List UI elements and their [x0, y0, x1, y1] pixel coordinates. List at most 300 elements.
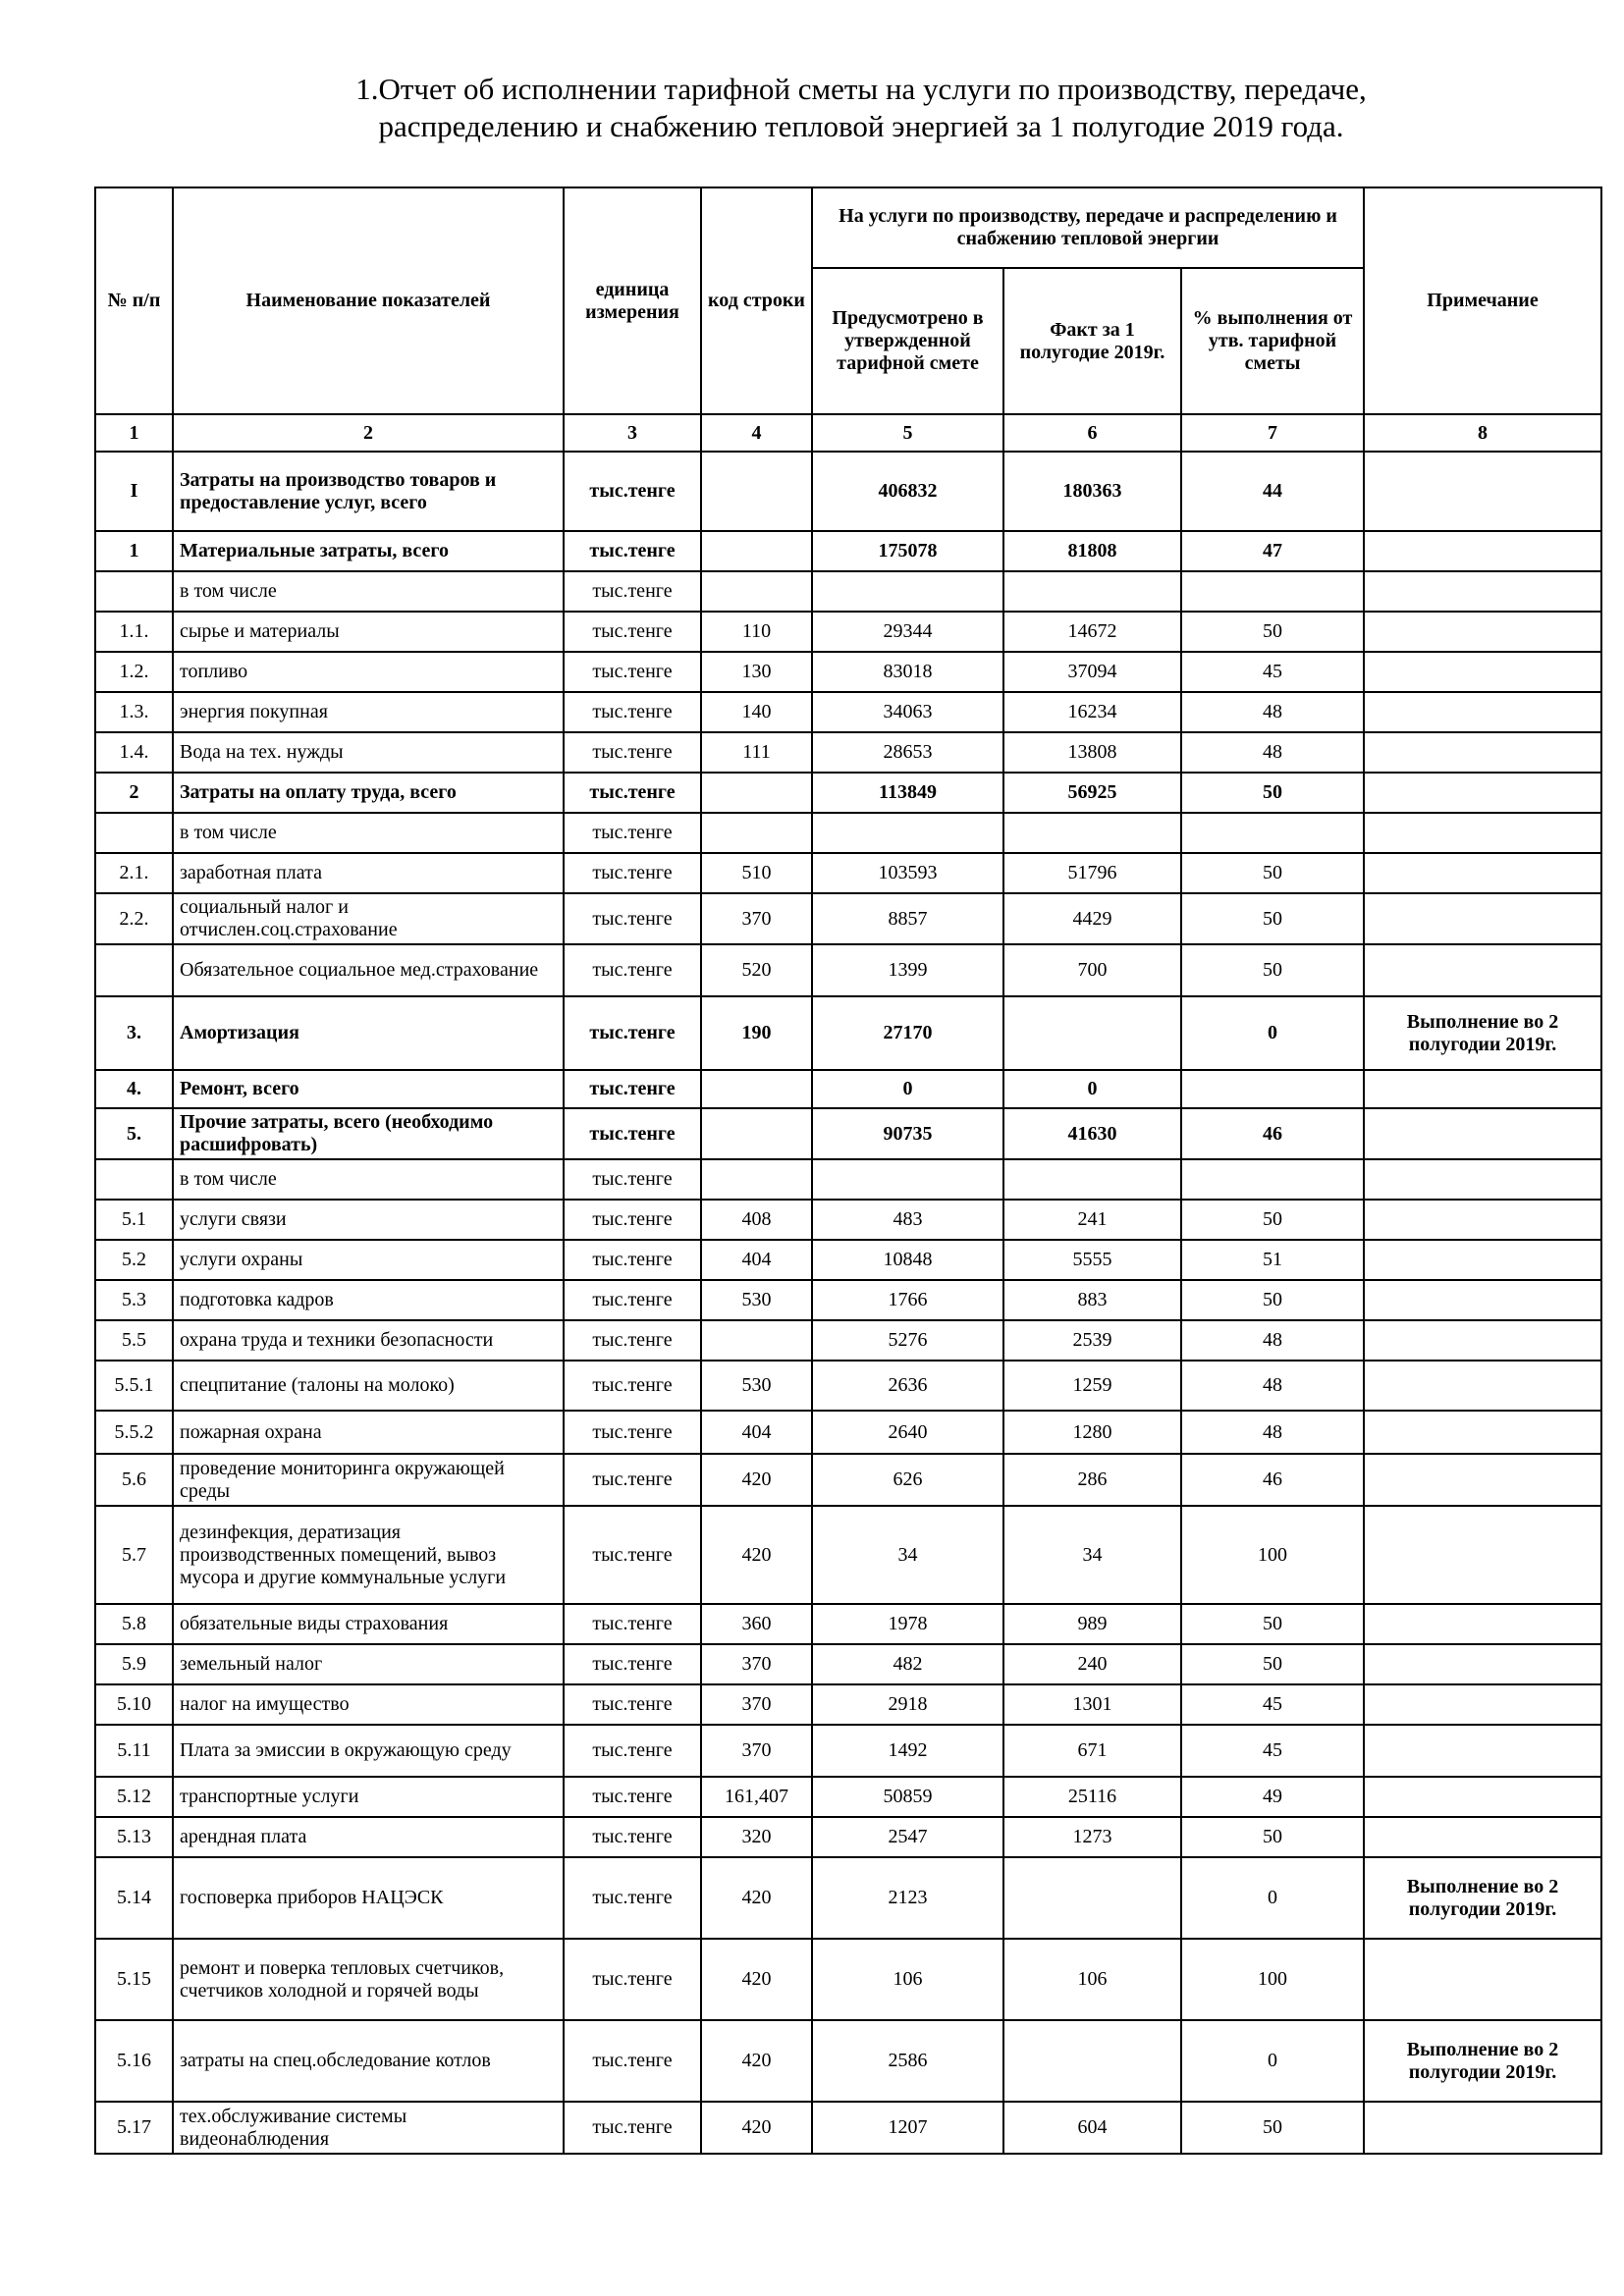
row-percent-value: 48	[1181, 692, 1364, 732]
row-percent-value: 100	[1181, 1506, 1364, 1604]
header-index: 4	[701, 414, 812, 452]
row-code: 420	[701, 1857, 812, 1939]
table-row	[95, 692, 1601, 732]
row-fact-value: 25116	[1003, 1777, 1181, 1817]
row-percent-value: 50	[1181, 612, 1364, 652]
row-planned-value: 2636	[812, 1361, 1003, 1411]
row-note: Выполнение во 2 полугодии 2019г.	[1364, 2020, 1601, 2102]
row-indicator-name: Прочие затраты, всего (необходимо расшифровать)	[173, 1108, 564, 1159]
row-number: 2.2.	[95, 893, 173, 944]
row-planned-value	[812, 1159, 1003, 1200]
row-indicator-name: в том числе	[173, 1159, 564, 1200]
row-note	[1364, 652, 1601, 692]
row-number: 5.13	[95, 1817, 173, 1857]
row-percent-value: 45	[1181, 1684, 1364, 1725]
row-note	[1364, 1361, 1601, 1411]
row-unit: тыс.тенге	[564, 531, 701, 571]
row-note	[1364, 1070, 1601, 1108]
table-row	[95, 1070, 1601, 1108]
row-fact-value: 241	[1003, 1200, 1181, 1240]
row-note	[1364, 1725, 1601, 1777]
table-body	[95, 452, 1601, 2154]
report-title-line-1: 1.Отчет об исполнении тарифной сметы на услуги по производству, передаче,	[355, 72, 1367, 106]
row-fact-value: 16234	[1003, 692, 1181, 732]
row-note	[1364, 1280, 1601, 1320]
row-percent-value: 45	[1181, 1725, 1364, 1777]
row-note	[1364, 1240, 1601, 1280]
row-planned-value: 90735	[812, 1108, 1003, 1159]
row-number: 1.3.	[95, 692, 173, 732]
row-number: 5.10	[95, 1684, 173, 1725]
row-unit: тыс.тенге	[564, 996, 701, 1070]
row-number: 5.7	[95, 1506, 173, 1604]
row-unit: тыс.тенге	[564, 944, 701, 996]
row-fact-value: 2539	[1003, 1320, 1181, 1361]
row-indicator-name: ремонт и поверка тепловых счетчиков, счетчиков холодной и горячей воды	[173, 1939, 564, 2020]
row-indicator-name: в том числе	[173, 571, 564, 612]
row-planned-value: 34	[812, 1506, 1003, 1604]
row-code: 404	[701, 1411, 812, 1454]
row-note	[1364, 1684, 1601, 1725]
row-note	[1364, 2102, 1601, 2154]
row-fact-value	[1003, 1159, 1181, 1200]
row-percent-value: 44	[1181, 452, 1364, 531]
row-number: 5.1	[95, 1200, 173, 1240]
row-fact-value	[1003, 571, 1181, 612]
row-unit: тыс.тенге	[564, 571, 701, 612]
header-unit: единица измерения	[564, 187, 701, 414]
table-row	[95, 1361, 1601, 1411]
row-planned-value: 1978	[812, 1604, 1003, 1644]
row-number: 4.	[95, 1070, 173, 1108]
row-code: 370	[701, 1684, 812, 1725]
row-code: 370	[701, 893, 812, 944]
row-planned-value: 482	[812, 1644, 1003, 1684]
row-planned-value: 106	[812, 1939, 1003, 2020]
row-percent-value: 50	[1181, 1200, 1364, 1240]
report-title-line-2: распределению и снабжению тепловой энергией за 1 полугодие 2019 года.	[378, 109, 1344, 143]
row-number: 5.5.2	[95, 1411, 173, 1454]
row-number: 5.6	[95, 1454, 173, 1506]
row-percent-value: 100	[1181, 1939, 1364, 2020]
row-planned-value: 28653	[812, 732, 1003, 773]
row-planned-value	[812, 813, 1003, 853]
table-row	[95, 1108, 1601, 1159]
row-percent-value: 50	[1181, 1280, 1364, 1320]
header-num: № п/п	[95, 187, 173, 414]
row-percent-value	[1181, 1159, 1364, 1200]
table-row	[95, 531, 1601, 571]
row-code: 420	[701, 2020, 812, 2102]
row-indicator-name: налог на имущество	[173, 1684, 564, 1725]
row-percent-value: 50	[1181, 773, 1364, 813]
table-row	[95, 1777, 1601, 1817]
row-percent-value	[1181, 571, 1364, 612]
row-planned-value: 0	[812, 1070, 1003, 1108]
row-code	[701, 1070, 812, 1108]
row-indicator-name: заработная плата	[173, 853, 564, 893]
row-fact-value	[1003, 996, 1181, 1070]
table-row	[95, 2102, 1601, 2154]
row-indicator-name: спецпитание (талоны на молоко)	[173, 1361, 564, 1411]
row-unit: тыс.тенге	[564, 1684, 701, 1725]
row-indicator-name: обязательные виды страхования	[173, 1604, 564, 1644]
row-indicator-name: тех.обслуживание системы видеонаблюдения	[173, 2102, 564, 2154]
row-code	[701, 813, 812, 853]
row-indicator-name: сырье и материалы	[173, 612, 564, 652]
row-number: 5.14	[95, 1857, 173, 1939]
row-unit: тыс.тенге	[564, 732, 701, 773]
row-number: 5.17	[95, 2102, 173, 2154]
row-note	[1364, 1159, 1601, 1200]
table-row	[95, 1454, 1601, 1506]
row-note	[1364, 1320, 1601, 1361]
row-planned-value: 1766	[812, 1280, 1003, 1320]
row-note	[1364, 853, 1601, 893]
table-row	[95, 944, 1601, 996]
header-index: 2	[173, 414, 564, 452]
row-percent-value: 50	[1181, 893, 1364, 944]
row-number: 5.2	[95, 1240, 173, 1280]
row-number	[95, 813, 173, 853]
table-row	[95, 571, 1601, 612]
row-indicator-name: транспортные услуги	[173, 1777, 564, 1817]
row-note	[1364, 1644, 1601, 1684]
row-fact-value: 13808	[1003, 732, 1181, 773]
row-fact-value: 34	[1003, 1506, 1181, 1604]
row-unit: тыс.тенге	[564, 1857, 701, 1939]
row-indicator-name: Амортизация	[173, 996, 564, 1070]
header-percent: % выполнения от утв. тарифной сметы	[1181, 268, 1364, 414]
row-indicator-name: затраты на спец.обследование котлов	[173, 2020, 564, 2102]
row-code: 530	[701, 1280, 812, 1320]
row-unit: тыс.тенге	[564, 1454, 701, 1506]
row-indicator-name: социальный налог и отчислен.соц.страхование	[173, 893, 564, 944]
row-code: 510	[701, 853, 812, 893]
table-row	[95, 652, 1601, 692]
table-row	[95, 813, 1601, 853]
row-code	[701, 1108, 812, 1159]
row-indicator-name: Затраты на производство товаров и предоставление услуг, всего	[173, 452, 564, 531]
header-group: На услуги по производству, передаче и распределению и снабжению тепловой энергии	[812, 187, 1364, 268]
table-row	[95, 1200, 1601, 1240]
row-indicator-name: Вода на тех. нужды	[173, 732, 564, 773]
row-note	[1364, 452, 1601, 531]
row-number: 3.	[95, 996, 173, 1070]
row-number: 2	[95, 773, 173, 813]
row-note	[1364, 1506, 1601, 1604]
row-fact-value: 56925	[1003, 773, 1181, 813]
row-note	[1364, 571, 1601, 612]
row-planned-value: 2640	[812, 1411, 1003, 1454]
row-code: 408	[701, 1200, 812, 1240]
row-planned-value: 626	[812, 1454, 1003, 1506]
row-code	[701, 773, 812, 813]
row-number: 1.2.	[95, 652, 173, 692]
row-unit: тыс.тенге	[564, 452, 701, 531]
row-code: 370	[701, 1644, 812, 1684]
row-unit: тыс.тенге	[564, 813, 701, 853]
header-name: Наименование показателей	[173, 187, 564, 414]
row-unit: тыс.тенге	[564, 1777, 701, 1817]
row-code: 111	[701, 732, 812, 773]
row-number: 1.1.	[95, 612, 173, 652]
row-indicator-name: услуги охраны	[173, 1240, 564, 1280]
row-note	[1364, 1604, 1601, 1644]
row-number: 5.8	[95, 1604, 173, 1644]
row-fact-value: 604	[1003, 2102, 1181, 2154]
row-note	[1364, 1939, 1601, 2020]
table-row	[95, 996, 1601, 1070]
row-unit: тыс.тенге	[564, 1240, 701, 1280]
row-note	[1364, 893, 1601, 944]
header-fact: Факт за 1 полугодие 2019г.	[1003, 268, 1181, 414]
tariff-report-table	[94, 187, 1602, 2155]
header-planned: Предусмотрено в утвержденной тарифной смете	[812, 268, 1003, 414]
row-indicator-name: Обязательное социальное мед.страхование	[173, 944, 564, 996]
row-fact-value: 240	[1003, 1644, 1181, 1684]
row-unit: тыс.тенге	[564, 1725, 701, 1777]
row-code: 420	[701, 1939, 812, 2020]
row-number: 5.	[95, 1108, 173, 1159]
row-indicator-name: подготовка кадров	[173, 1280, 564, 1320]
row-number: 1.4.	[95, 732, 173, 773]
row-unit: тыс.тенге	[564, 1320, 701, 1361]
row-indicator-name: пожарная охрана	[173, 1411, 564, 1454]
row-percent-value: 48	[1181, 1411, 1364, 1454]
row-unit: тыс.тенге	[564, 652, 701, 692]
row-unit: тыс.тенге	[564, 1361, 701, 1411]
row-indicator-name: Материальные затраты, всего	[173, 531, 564, 571]
row-number: 5.11	[95, 1725, 173, 1777]
row-fact-value: 41630	[1003, 1108, 1181, 1159]
row-unit: тыс.тенге	[564, 1604, 701, 1644]
table-row	[95, 1604, 1601, 1644]
table-row	[95, 1857, 1601, 1939]
row-planned-value: 34063	[812, 692, 1003, 732]
table-row	[95, 1411, 1601, 1454]
row-percent-value: 50	[1181, 1604, 1364, 1644]
row-fact-value: 5555	[1003, 1240, 1181, 1280]
row-planned-value: 2123	[812, 1857, 1003, 1939]
header-index: 5	[812, 414, 1003, 452]
row-fact-value	[1003, 2020, 1181, 2102]
row-percent-value: 50	[1181, 853, 1364, 893]
row-fact-value: 1259	[1003, 1361, 1181, 1411]
row-fact-value: 180363	[1003, 452, 1181, 531]
row-number: 1	[95, 531, 173, 571]
row-planned-value: 50859	[812, 1777, 1003, 1817]
row-note	[1364, 692, 1601, 732]
row-number: 5.5	[95, 1320, 173, 1361]
row-unit: тыс.тенге	[564, 853, 701, 893]
row-fact-value: 1273	[1003, 1817, 1181, 1857]
row-unit: тыс.тенге	[564, 773, 701, 813]
row-note	[1364, 1411, 1601, 1454]
row-unit: тыс.тенге	[564, 1108, 701, 1159]
row-fact-value: 51796	[1003, 853, 1181, 893]
table-row	[95, 773, 1601, 813]
row-note	[1364, 1817, 1601, 1857]
table-row	[95, 1939, 1601, 2020]
row-percent-value: 48	[1181, 732, 1364, 773]
row-code: 420	[701, 1454, 812, 1506]
row-percent-value: 51	[1181, 1240, 1364, 1280]
row-code: 420	[701, 1506, 812, 1604]
row-percent-value: 50	[1181, 1817, 1364, 1857]
row-fact-value: 1301	[1003, 1684, 1181, 1725]
row-code: 190	[701, 996, 812, 1070]
row-percent-value: 47	[1181, 531, 1364, 571]
row-fact-value: 0	[1003, 1070, 1181, 1108]
row-number	[95, 944, 173, 996]
row-number: 5.16	[95, 2020, 173, 2102]
row-percent-value: 0	[1181, 2020, 1364, 2102]
row-indicator-name: Ремонт, всего	[173, 1070, 564, 1108]
row-code	[701, 452, 812, 531]
row-number: 5.9	[95, 1644, 173, 1684]
row-code: 530	[701, 1361, 812, 1411]
row-planned-value: 1399	[812, 944, 1003, 996]
row-fact-value: 106	[1003, 1939, 1181, 2020]
row-fact-value: 1280	[1003, 1411, 1181, 1454]
row-percent-value: 46	[1181, 1108, 1364, 1159]
table-row	[95, 452, 1601, 531]
row-note	[1364, 732, 1601, 773]
row-planned-value: 8857	[812, 893, 1003, 944]
row-unit: тыс.тенге	[564, 1159, 701, 1200]
row-fact-value	[1003, 1857, 1181, 1939]
table-row	[95, 1725, 1601, 1777]
row-fact-value: 286	[1003, 1454, 1181, 1506]
table-row	[95, 1817, 1601, 1857]
header-index: 3	[564, 414, 701, 452]
row-note	[1364, 1777, 1601, 1817]
row-code: 404	[701, 1240, 812, 1280]
header-index: 1	[95, 414, 173, 452]
row-code: 140	[701, 692, 812, 732]
row-planned-value: 5276	[812, 1320, 1003, 1361]
row-planned-value: 27170	[812, 996, 1003, 1070]
row-planned-value: 83018	[812, 652, 1003, 692]
row-fact-value: 989	[1003, 1604, 1181, 1644]
row-planned-value: 2918	[812, 1684, 1003, 1725]
row-fact-value	[1003, 813, 1181, 853]
header-index: 7	[1181, 414, 1364, 452]
row-percent-value: 0	[1181, 996, 1364, 1070]
row-percent-value: 50	[1181, 2102, 1364, 2154]
row-percent-value: 46	[1181, 1454, 1364, 1506]
row-indicator-name: госповерка приборов НАЦЭСК	[173, 1857, 564, 1939]
row-unit: тыс.тенге	[564, 1939, 701, 2020]
row-unit: тыс.тенге	[564, 1070, 701, 1108]
row-unit: тыс.тенге	[564, 1506, 701, 1604]
row-fact-value: 671	[1003, 1725, 1181, 1777]
row-unit: тыс.тенге	[564, 2102, 701, 2154]
table-row	[95, 1159, 1601, 1200]
row-note	[1364, 773, 1601, 813]
row-number	[95, 571, 173, 612]
row-percent-value	[1181, 813, 1364, 853]
row-fact-value: 81808	[1003, 531, 1181, 571]
table-row	[95, 1280, 1601, 1320]
row-code	[701, 531, 812, 571]
header-code: код строки	[701, 187, 812, 414]
header-note: Примечание	[1364, 187, 1601, 414]
row-percent-value: 48	[1181, 1320, 1364, 1361]
row-code	[701, 571, 812, 612]
row-planned-value	[812, 571, 1003, 612]
row-unit: тыс.тенге	[564, 612, 701, 652]
table-row	[95, 1320, 1601, 1361]
row-note	[1364, 944, 1601, 996]
row-planned-value: 1492	[812, 1725, 1003, 1777]
row-number: 5.12	[95, 1777, 173, 1817]
row-unit: тыс.тенге	[564, 1411, 701, 1454]
row-indicator-name: топливо	[173, 652, 564, 692]
row-fact-value: 4429	[1003, 893, 1181, 944]
row-unit: тыс.тенге	[564, 1817, 701, 1857]
row-unit: тыс.тенге	[564, 893, 701, 944]
row-percent-value: 50	[1181, 944, 1364, 996]
row-number: 5.3	[95, 1280, 173, 1320]
header-index: 8	[1364, 414, 1601, 452]
row-fact-value: 883	[1003, 1280, 1181, 1320]
row-planned-value: 1207	[812, 2102, 1003, 2154]
row-unit: тыс.тенге	[564, 1200, 701, 1240]
row-code: 130	[701, 652, 812, 692]
row-planned-value: 10848	[812, 1240, 1003, 1280]
row-number: 5.15	[95, 1939, 173, 2020]
row-percent-value: 0	[1181, 1857, 1364, 1939]
row-unit: тыс.тенге	[564, 1644, 701, 1684]
row-code: 360	[701, 1604, 812, 1644]
row-planned-value: 2547	[812, 1817, 1003, 1857]
row-fact-value: 14672	[1003, 612, 1181, 652]
row-note: Выполнение во 2 полугодии 2019г.	[1364, 1857, 1601, 1939]
table-row	[95, 1240, 1601, 1280]
table-row	[95, 1506, 1601, 1604]
row-code	[701, 1320, 812, 1361]
row-number	[95, 1159, 173, 1200]
row-planned-value: 113849	[812, 773, 1003, 813]
header-index: 6	[1003, 414, 1181, 452]
row-number: 5.5.1	[95, 1361, 173, 1411]
row-planned-value: 29344	[812, 612, 1003, 652]
row-note	[1364, 1454, 1601, 1506]
table-row	[95, 2020, 1601, 2102]
row-indicator-name: в том числе	[173, 813, 564, 853]
row-percent-value: 45	[1181, 652, 1364, 692]
row-indicator-name: Затраты на оплату труда, всего	[173, 773, 564, 813]
row-note	[1364, 1200, 1601, 1240]
row-code: 320	[701, 1817, 812, 1857]
row-fact-value: 37094	[1003, 652, 1181, 692]
row-planned-value: 175078	[812, 531, 1003, 571]
row-note	[1364, 531, 1601, 571]
row-planned-value: 2586	[812, 2020, 1003, 2102]
row-indicator-name: арендная плата	[173, 1817, 564, 1857]
row-number: I	[95, 452, 173, 531]
row-percent-value	[1181, 1070, 1364, 1108]
row-indicator-name: энергия покупная	[173, 692, 564, 732]
row-code: 110	[701, 612, 812, 652]
row-number: 2.1.	[95, 853, 173, 893]
row-code: 370	[701, 1725, 812, 1777]
table-row	[95, 853, 1601, 893]
table-row	[95, 893, 1601, 944]
row-planned-value: 406832	[812, 452, 1003, 531]
